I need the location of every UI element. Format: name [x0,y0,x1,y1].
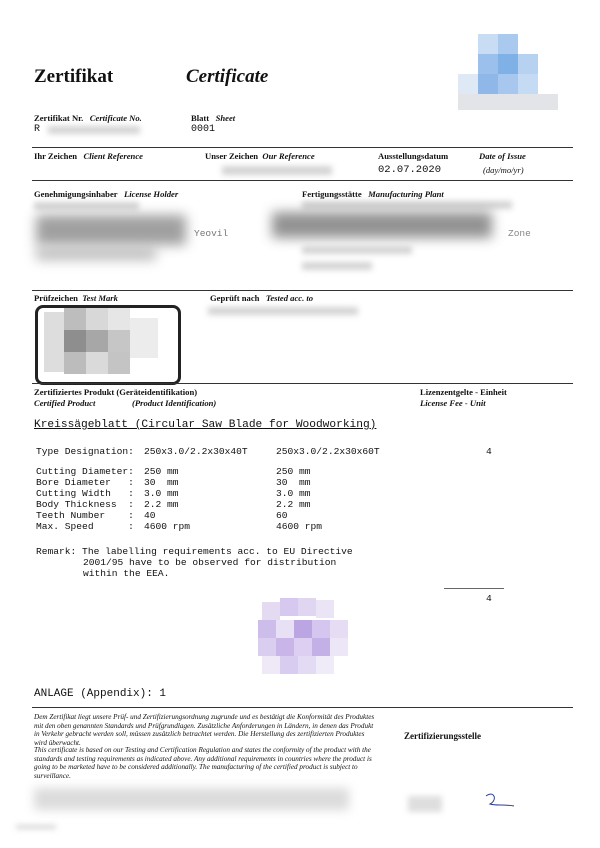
client-ref-en: Client Reference [83,151,143,161]
redacted-plant-address [272,212,492,238]
spec-value-a: 2.2 mm [144,499,179,510]
client-ref-de: Ihr Zeichen [34,151,78,161]
certified-product-label-de: Zertifiziertes Produkt (Geräteidentifikation) [34,387,198,397]
redacted-our-ref [222,166,332,175]
plant-de: Fertigungsstätte [302,189,362,199]
fee-sum-rule [444,588,504,589]
manufacturing-plant-label [302,189,444,199]
tested-according-label [210,293,313,303]
holder-de: Genehmigungsinhaber [34,189,118,199]
remark-line: within the EEA. [83,568,170,579]
certified-product-label-en: Certified Product [34,398,96,408]
sheet-label [191,113,235,123]
sheet-value: 0001 [191,124,216,135]
issue-date-label-de: Ausstellungsdatum [378,151,449,161]
spec-label: Cutting Diameter: [36,466,134,477]
spec-value-b: 2.2 mm [276,499,311,510]
redacted-plant-line [302,201,512,209]
title-en: Certificate [186,66,269,87]
redacted-footer-address [34,788,349,810]
spec-value-a: 3.0 mm [144,488,179,499]
plant-address-fragment: Zone [508,228,531,239]
spec-value-b: 30 mm [276,477,311,488]
spec-label: Max. Speed : [36,521,134,532]
redacted-cert-no [48,126,140,134]
issue-date-value: 02.07.2020 [378,164,442,176]
divider [32,147,573,148]
holder-en: License Holder [124,189,179,199]
tested-de: Geprüft nach [210,293,260,303]
remark-line: 2001/95 have to be observed for distribution [83,557,337,568]
remark-line: Remark: The labelling requirements acc. to EU Directive [36,546,353,557]
divider [32,180,573,181]
cert-no-value: R [34,124,41,135]
product-name [34,419,376,431]
spec-value-a: 30 mm [144,477,179,488]
license-holder-label [34,189,178,199]
redacted-holder-line [34,202,139,210]
legal-text-de: Dem Zertifikat liegt unsere Prüf- und Zertifizierungsordnung zugrunde und es bestätigt die Konformität des Produktes mit den oben genannten Standards und Prüfgrundlagen. Zusätzliche Anforderungen in Ländern, in denen das Produkt in Verkehr gebracht werden soll, müssen zusätzlich betrachtet werden. Die Herstellung des zertifizierten Produktes wird überwacht. [34,713,375,747]
legal-text-en: This certificate is based on our Testing and Certification Regulation and states the conformity of the product with the standards and testing requirements as indicated above. Any additional requirements in countries where the product is going to be marketed have to be considered additionally. The manufacturing of the certified product is subject to surveillance. [34,746,372,780]
type-designation-b: 250x3.0/2.2x30x60T [276,446,380,457]
redacted-plant-address [302,262,372,270]
divider [32,290,573,291]
issue-date-format: (day/mo/yr) [483,165,524,175]
spec-label: Bore Diameter : [36,477,134,488]
our-reference-label [205,151,315,161]
tested-en: Tested acc. to [265,293,314,303]
our-ref-de: Unser Zeichen [205,151,259,161]
redacted-holder-address [36,248,156,260]
spec-value-a: 4600 rpm [144,521,191,532]
spec-value-b: 4600 rpm [276,521,323,532]
spec-label: Cutting Width : [36,488,134,499]
divider [32,383,573,384]
spec-label: Teeth Number : [36,510,134,521]
plant-en: Manufacturing Plant [368,189,444,199]
spec-value-b: 250 mm [276,466,311,477]
mark-de: Prüfzeichen [34,293,78,303]
license-fee-label-en: License Fee - Unit [420,398,486,408]
certification-body-label: Zertifizierungsstelle [404,731,481,741]
holder-address-fragment: Yeovil [194,228,229,239]
license-fee-total: 4 [486,593,492,604]
cert-no-de: Zertifikat Nr. [34,113,84,123]
spec-value-b: 3.0 mm [276,488,311,499]
mark-en: Test Mark [82,293,118,303]
product-name-text: Kreissägeblatt (Circular Saw Blade for Woodworking) [34,419,377,431]
redacted-holder-address [36,215,186,245]
test-mark-label [34,293,118,303]
cert-no-en: Certificate No. [89,113,142,123]
signature-mark [478,788,518,814]
appendix-count: ANLAGE (Appendix): 1 [34,688,167,700]
client-reference-label [34,151,143,161]
redacted-signature [408,796,442,812]
title-de: Zertifikat [34,66,114,87]
form-reference [16,825,56,829]
spec-value-b: 60 [276,510,288,521]
issue-date-label-en: Date of Issue [479,151,526,161]
spec-value-a: 250 mm [144,466,179,477]
divider [32,707,573,708]
redacted-standards [208,307,358,315]
license-fee-value: 4 [486,446,492,457]
sheet-en: Sheet [215,113,236,123]
cert-no-label [34,113,142,123]
license-fee-label-de: Lizenzentgelte - Einheit [420,387,507,397]
type-designation-a: 250x3.0/2.2x30x40T [144,446,248,457]
type-designation-label: Type Designation: [36,446,134,457]
product-identification-label-en: (Product Identification) [132,398,217,408]
our-ref-en: Our Reference [262,151,315,161]
spec-value-a: 40 [144,510,156,521]
sheet-de: Blatt [191,113,210,123]
redacted-plant-address [302,246,412,254]
spec-label: Body Thickness : [36,499,134,510]
